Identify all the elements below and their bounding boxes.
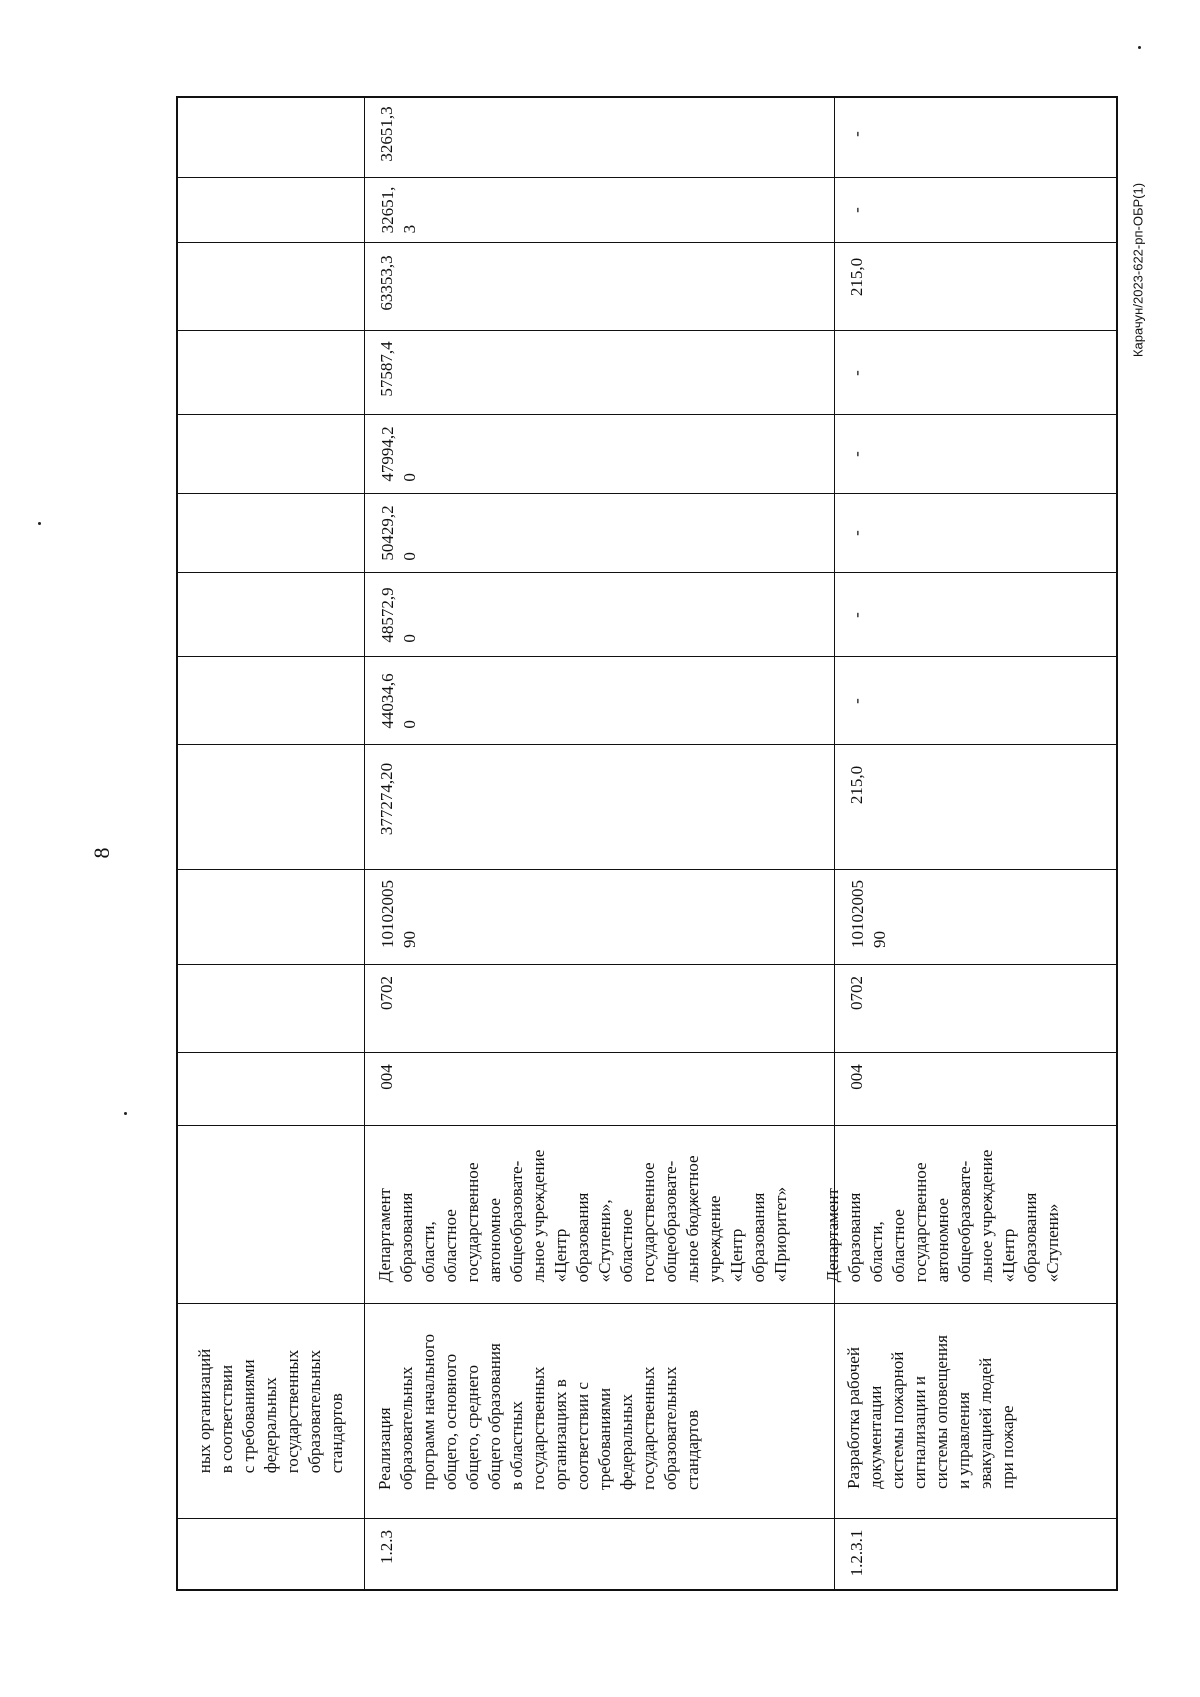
- cell-total: 377274,20: [365, 744, 835, 869]
- cell-y3: -: [835, 493, 1117, 572]
- cell-y3: [178, 493, 364, 572]
- page-number: 8: [89, 847, 114, 859]
- cell-y6: 215,0: [835, 242, 1117, 330]
- cell-y4: 47994,2 0: [365, 414, 835, 493]
- cell-executor: Департамент образования области, областное государственное автономное общеобразовате- льное учреждение «Центр образования «Ступени», областное государственное общеобразовате- льное бюджетное учреждение «Центр образования «Приоритет»: [365, 1125, 835, 1303]
- cell-grbs: [178, 1052, 364, 1125]
- cell-csr: 10102005 90: [835, 869, 1117, 964]
- cell-y8: 32651,3: [377, 106, 396, 162]
- cell-y7: -: [835, 177, 1117, 242]
- cell-y6: 63353,3: [365, 242, 835, 330]
- cell-y1: 44034,6 0: [365, 656, 835, 744]
- cell-y1: -: [835, 656, 1117, 744]
- budget-table: [176, 96, 1118, 1591]
- cell-y5: [178, 330, 364, 414]
- scan-speck: [1138, 46, 1141, 49]
- cell-y4: -: [835, 414, 1117, 493]
- cell-rz: 0702: [835, 964, 1117, 1052]
- cell-grbs: 004: [835, 1052, 1117, 1125]
- cell-y1: [178, 656, 364, 744]
- cell-rz: 0702: [365, 964, 835, 1052]
- cell-num: [178, 1518, 364, 1593]
- cell-total: 215,0: [835, 744, 1117, 869]
- scan-speck: [38, 522, 41, 525]
- table-row-1-2-3-1: [823, 98, 1117, 1589]
- cell-total: [178, 744, 364, 869]
- cell-grbs: 004: [365, 1052, 835, 1125]
- cell-num: 1.2.3.1: [835, 1518, 1117, 1593]
- document-id-text: Карачун/2023-622-рп-ОБР(1): [1130, 182, 1146, 358]
- cell-y8: [178, 98, 364, 177]
- cell-rz: [178, 964, 364, 1052]
- cell-name: Реализация образовательных программ начального общего, основного общего, среднего общего образования в областных государственных организациях в соответствии с требованиями федеральных государственных образовательных стандартов: [365, 1303, 835, 1518]
- document-id-note: [1123, 182, 1153, 358]
- cell-y7: [178, 177, 364, 242]
- cell-csr: 10102005 90: [365, 869, 835, 964]
- cell-executor: Департамент образования области, областное государственное автономное общеобразовате- льное учреждение «Центр образования «Ступени»: [835, 1125, 1117, 1303]
- scan-speck: [124, 1112, 127, 1115]
- cell-name: Разработка рабочей документации системы пожарной сигнализации и системы оповещения и управления эвакуацией людей при пожаре: [835, 1303, 1117, 1518]
- cell-executor: [178, 1125, 364, 1303]
- table-row-1-2-3: [364, 98, 835, 1589]
- cell-name: ных организаций в соответствии с требованиями федеральных государственных образовательных стандартов: [178, 1303, 364, 1518]
- cell-y2: 48572,9 0: [365, 572, 835, 656]
- cell-num: 1.2.3: [365, 1518, 835, 1593]
- cell-csr: [178, 869, 364, 964]
- cell-y2: -: [835, 572, 1117, 656]
- cell-y6: [178, 242, 364, 330]
- cell-y2: [178, 572, 364, 656]
- cell-y5: -: [835, 330, 1117, 414]
- cell-y3: 50429,2 0: [365, 493, 835, 572]
- cell-y5: 57587,4: [365, 330, 835, 414]
- cell-y4: [178, 414, 364, 493]
- cell-y8: -: [847, 131, 866, 137]
- cell-y7: 32651, 3: [365, 177, 835, 242]
- table-row-continuation: [178, 98, 364, 1589]
